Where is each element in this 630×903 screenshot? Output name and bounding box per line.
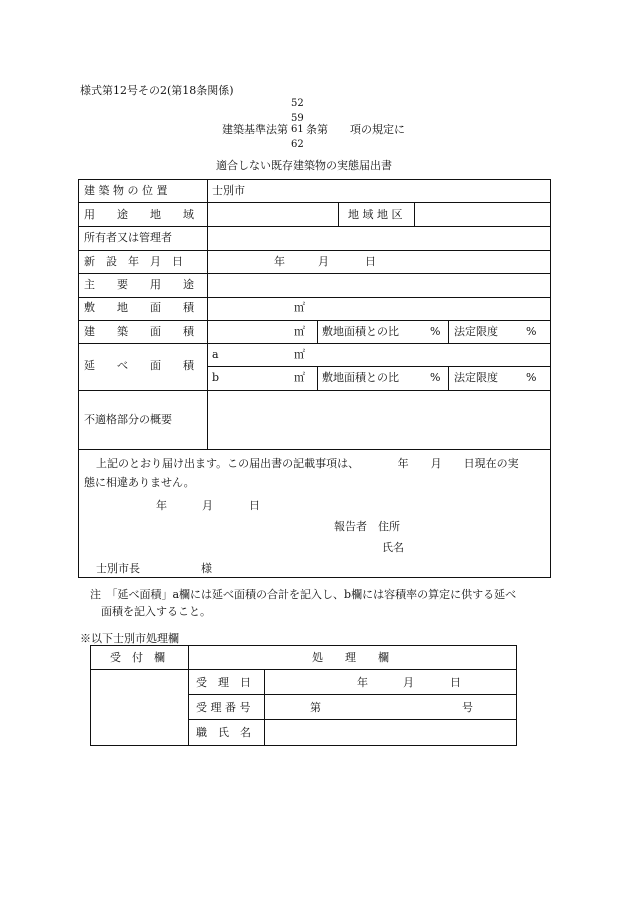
article-59: 59: [291, 113, 304, 124]
declaration-month: 月: [202, 499, 213, 512]
building-ratio-label: 敷地面積との比: [322, 325, 399, 338]
floor-area-unit-b: ㎡: [294, 371, 305, 384]
new-date-label: 新 設 年 月 日: [84, 255, 183, 268]
location-label: 建 築 物 の 位 置: [84, 184, 168, 197]
site-area-unit: ㎡: [294, 301, 305, 314]
nonconform-label: 不適格部分の概要: [84, 413, 172, 426]
floor-area-a: a: [212, 348, 219, 361]
processing-label: 処 理 欄: [312, 651, 389, 664]
new-date-year: 年: [274, 255, 285, 268]
article-62: 62: [291, 139, 304, 150]
declaration-day: 日: [249, 499, 260, 512]
receipt-number-label: 受 理 番 号: [196, 701, 251, 714]
new-date-month: 月: [318, 255, 329, 268]
floor-area-unit-a: ㎡: [294, 348, 305, 361]
note-line2: 面積を記入すること。: [101, 605, 211, 618]
use-zone-label: 用 途 地 域: [84, 208, 194, 221]
note-line1: 注 「延べ面積」a欄には延べ面積の合計を記入し、b欄には容積率の算定に供する延べ: [90, 588, 517, 601]
declaration-year: 年: [156, 499, 167, 512]
title-suffix: 条第 項の規定に: [306, 123, 405, 136]
receipt-number-dai: 第: [310, 701, 321, 714]
receipt-date-month: 月: [403, 676, 414, 689]
officer-label: 職 氏 名: [196, 726, 251, 739]
mayor-sama: 様: [201, 562, 212, 575]
reporter-name-label: 氏名: [382, 541, 404, 554]
mayor-label: 士別市長: [96, 562, 140, 575]
district-label: 地 域 地 区: [348, 208, 403, 221]
article-52: 52: [291, 98, 304, 109]
receipt-date-year: 年: [357, 676, 368, 689]
receipt-number-go: 号: [462, 701, 473, 714]
location-value[interactable]: 士別市: [212, 184, 245, 197]
declaration-line1: 上記のとおり届け出ます。この届出書の記載事項は、 年 月 日現在の実: [96, 457, 519, 470]
building-area-label: 建 築 面 積: [84, 325, 194, 338]
site-area-label: 敷 地 面 積: [84, 301, 194, 314]
reception-label: 受 付 欄: [110, 651, 165, 664]
office-header: ※以下士別市処理欄: [80, 632, 179, 645]
article-61: 61: [291, 124, 304, 135]
form-number: 様式第12号その2(第18条関係): [80, 84, 234, 97]
floor-limit-label: 法定限度: [454, 371, 498, 384]
building-ratio-percent: %: [430, 325, 441, 338]
building-limit-label: 法定限度: [454, 325, 498, 338]
new-date-day: 日: [365, 255, 376, 268]
receipt-date-label: 受 理 日: [196, 676, 251, 689]
floor-ratio-percent: %: [430, 371, 441, 384]
main-use-label: 主 要 用 途: [84, 278, 194, 291]
floor-limit-percent: %: [526, 371, 537, 384]
floor-ratio-label: 敷地面積との比: [322, 371, 399, 384]
building-limit-percent: %: [526, 325, 537, 338]
page-title: 適合しない既存建築物の実態届出書: [216, 159, 392, 172]
floor-area-label: 延 べ 面 積: [84, 359, 194, 372]
declaration-line2: 態に相違ありません。: [84, 476, 195, 489]
owner-label: 所有者又は管理者: [84, 231, 172, 244]
title-prefix: 建築基準法第: [222, 123, 288, 136]
floor-area-b: b: [212, 371, 220, 384]
receipt-date-day: 日: [450, 676, 461, 689]
reporter-address-label: 報告者 住所: [334, 520, 400, 533]
building-area-unit: ㎡: [294, 325, 305, 338]
